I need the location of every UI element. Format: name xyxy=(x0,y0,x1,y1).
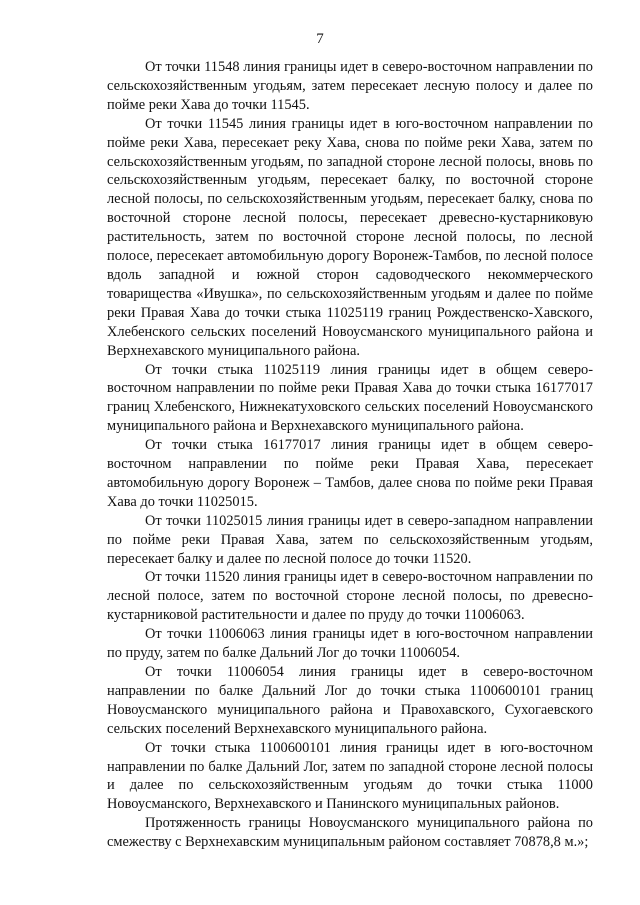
document-body xyxy=(107,58,593,852)
paragraph-3: От точки стыка 11025119 линия границы идет в общем северо-восточном направлении по пойме реки Правая Хава до точки стыка 16177017 границ Хлебенского, Нижнекатуховского сельских поселений Новоусманского муниципального района и Верхнехавского муниципального района. xyxy=(107,361,593,435)
paragraph-1: От точки 11548 линия границы идет в северо-восточном направлении по сельскохозяйственным угодьям, затем пересекает лесную полосу и далее по пойме реки Хава до точки 11545. xyxy=(107,59,593,113)
page-number: 7 xyxy=(316,31,324,47)
paragraph-6: От точки 11520 линия границы идет в северо-восточном направлении по лесной полосе, затем по восточной стороне лесной полосы, по древесно-кустарниковой растительности и далее по пруду до точки 11006063. xyxy=(107,569,593,624)
paragraph-10: Протяженность границы Новоусманского муниципального района по смежеству с Верхнехавским муниципальным районом составляет 70878,8 м.»; xyxy=(107,815,593,851)
paragraph-5: От точки 11025015 линия границы идет в северо-западном направлении по пойме реки Правая Хава, затем по сельскохозяйственным угодьям, пересекает балку и далее по лесной полосе до точки 11520. xyxy=(107,512,593,567)
paragraph-9: От точки стыка 1100600101 линия границы идет в юго-восточном направлении по балке Дальний Лог, затем по западной стороне лесной полосы и далее по сельскохозяйственным угодьям до точки стыка 11000 Новоусманского, Верхнехавского и Панинского муниципальных районов. xyxy=(107,739,593,813)
paragraph-7: От точки 11006063 линия границы идет в юго-восточном направлении по пруду, затем по балке Дальний Лог до точки 11006054. xyxy=(107,626,593,662)
paragraph-8: От точки 11006054 линия границы идет в северо-восточном направлении по балке Дальний Лог до точки стыка 1100600101 границ Новоусманского муниципального района и Правохавского, Сухогаевского сельских поселений Верхнехавского муниципального района. xyxy=(107,664,593,737)
paragraph-4: От точки стыка 16177017 линия границы идет в общем северо-восточном направлении по пойме реки Правая Хава, пересекает автомобильную дорогу Воронеж – Тамбов, далее снова по пойме реки Правая Хава до точки 11025015. xyxy=(107,437,593,510)
paragraph-2: От точки 11545 линия границы идет в юго-восточном направлении по пойме реки Хава, пересекает реку Хава, снова по пойме реки Хава, затем по сельскохозяйственным угодьям, по западной стороне лесной полосы, вновь по сельскохозяйственным угодьям, пересекает балку, по восточной стороне лесной полосы, по сельскохозяйственным угодьям, пересекает балку, снова по восточной стороне лесной полосы, пересекает древесно-кустарниковую растительность, затем по восточной стороне лесной полосы, по лесной полосе, пересекает автомобильную дорогу Воронеж-Тамбов, по лесной полосе вдоль западной и южной сторон садоводческого некоммерческого товарищества «Ивушка», по сельскохозяйственным угодьям и далее по пойме реки Правая Хава до точки стыка 11025119 границ Рождественско-Хавского, Хлебенского сельских поселений Новоусманского муниципального района и Верхнехавского муниципального района. xyxy=(107,115,593,359)
